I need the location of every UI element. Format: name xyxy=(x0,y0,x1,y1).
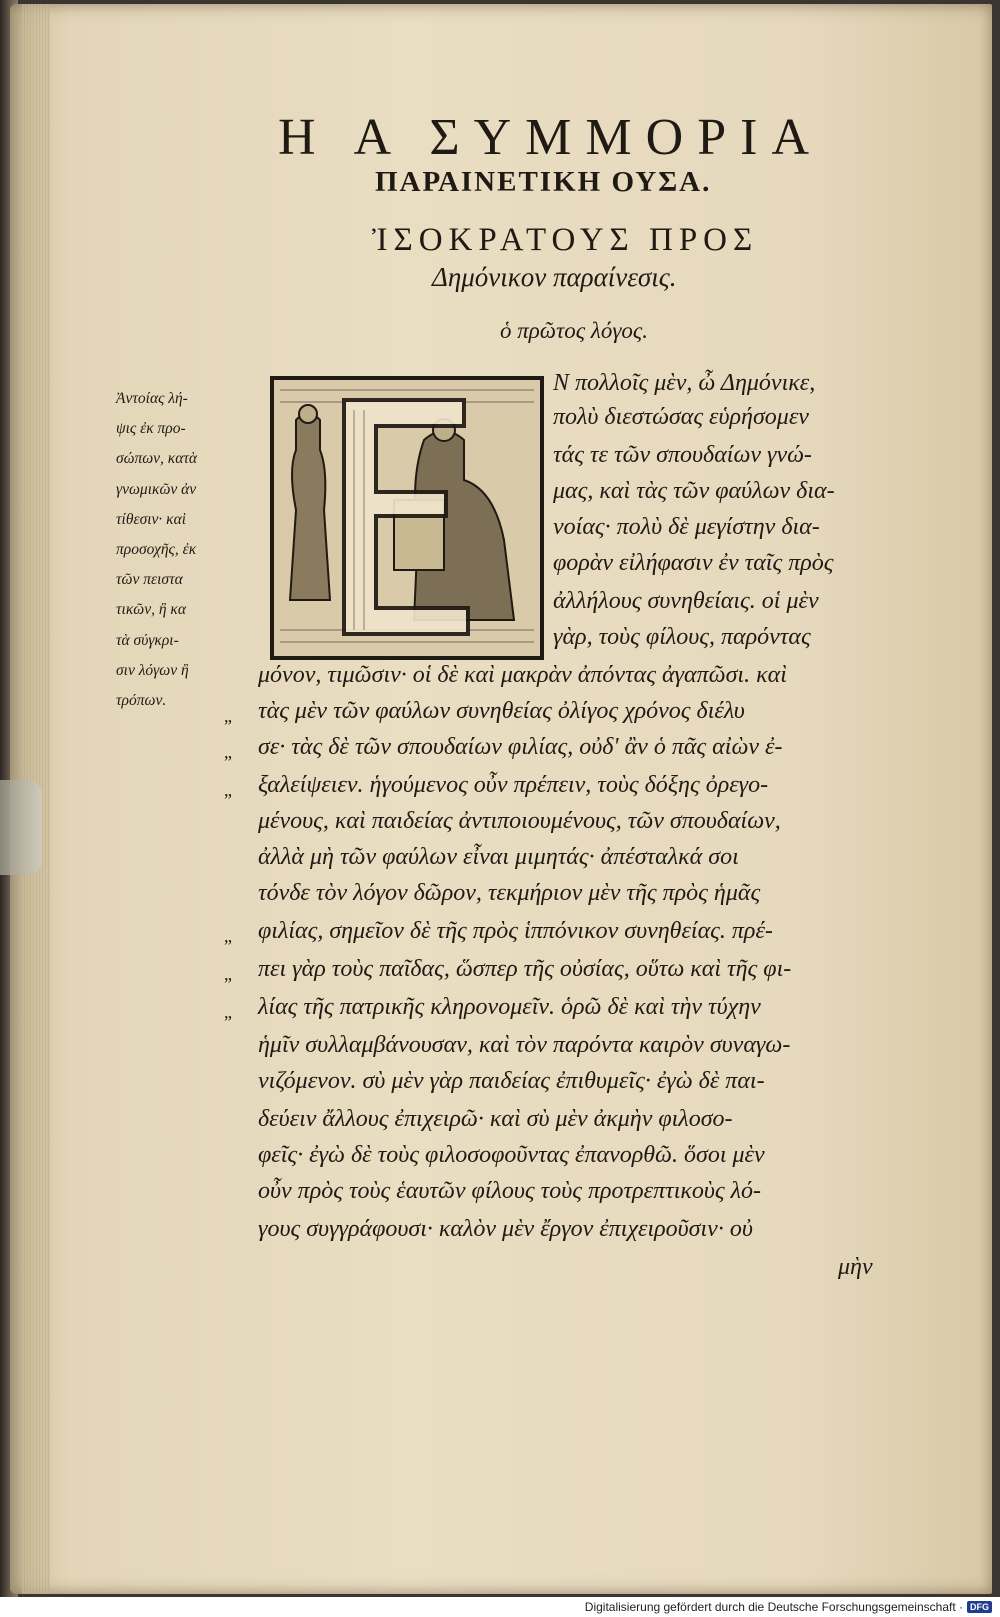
body-line: νοίας· πολὺ δὲ μεγίστην δια- xyxy=(553,514,820,540)
body-line: πολὺ διεστώσας εὑρήσομεν xyxy=(553,404,809,430)
part-heading: ὁ πρῶτος λόγος. xyxy=(500,318,648,343)
quote-mark: „ xyxy=(224,964,232,984)
body-line: ἀλλήλους συνηθείαις. οἱ μὲν xyxy=(553,588,819,614)
body-line: πει γὰρ τοὺς παῖδας, ὥσπερ τῆς οὐσίας, οὕτω καὶ τῆς φι- xyxy=(258,956,792,982)
body-line: νιζόμενον. σὺ μὲν γὰρ παιδείας ἐπιθυμεῖς· ἐγὼ δὲ παι- xyxy=(258,1068,765,1094)
quote-mark: „ xyxy=(224,1002,232,1022)
body-line: ἡμῖν συλλαμβάνουσαν, καὶ τὸν παρόντα καιρὸν συναγω- xyxy=(258,1032,791,1058)
margin-note-line: σώπων, κατὰ xyxy=(116,450,198,468)
body-line: φορὰν εἰλήφασιν ἐν ταῖς πρὸς xyxy=(553,550,834,576)
body-line: μας, καὶ τὰς τῶν φαύλων δια- xyxy=(553,478,835,504)
body-line: γους συγγράφουσι· καλὸν μὲν ἔργον ἐπιχειροῦσιν· οὐ xyxy=(258,1216,753,1242)
quote-mark: „ xyxy=(224,780,232,800)
margin-note-line: σιν λόγων ἢ xyxy=(116,661,189,679)
author-heading: ἸΣΟΚΡΑΤΟΥΣ ΠΡΟΣ xyxy=(372,222,759,258)
body-line: σε· τὰς δὲ τῶν σπουδαίων φιλίας, οὐδ' ἂν ὁ πᾶς αἰὼν ἐ- xyxy=(258,734,783,760)
margin-note-line: γνωμικῶν ἀν xyxy=(116,480,197,498)
woodcut-initial xyxy=(270,376,544,660)
body-line: τάς τε τῶν σπουδαίων γνώ- xyxy=(553,442,812,468)
body-line: τόνδε τὸν λόγον δῶρον, τεκμήριον μὲν τῆς πρὸς ἡμᾶς xyxy=(258,880,761,906)
quote-mark: „ xyxy=(224,742,232,762)
dfg-logo-icon: DFG xyxy=(967,1601,992,1613)
woodcut-initial-icon xyxy=(274,380,540,656)
body-line: μένους, καὶ παιδείας ἀντιποιουμένους, τῶν σπουδαίων, xyxy=(258,808,781,834)
body-line: ἀλλὰ μὴ τῶν φαύλων εἶναι μιμητάς· ἀπέσταλκά σοι xyxy=(258,844,739,870)
work-heading: Δημόνικον παραίνεσις. xyxy=(432,262,677,292)
margin-note-line: τρόπων. xyxy=(116,692,167,710)
body-line: φιλίας, σημεῖον δὲ τῆς πρὸς ἱππόνικον συνηθείας. πρέ- xyxy=(258,918,773,944)
margin-note-line: τίθεσιν· καὶ xyxy=(116,510,187,528)
quote-mark: „ xyxy=(224,926,232,946)
digitization-footer xyxy=(585,1598,992,1616)
margin-note-line: τὰ σύγκρι- xyxy=(116,631,179,649)
body-line: μόνον, τιμῶσιν· οἱ δὲ καὶ μακρὰν ἀπόντας ἀγαπῶσι. καὶ xyxy=(258,662,787,688)
margin-note-line: ψις ἐκ προ- xyxy=(116,420,186,438)
quote-mark: „ xyxy=(224,706,232,726)
page-title: Η Α ΣΥΜΜΟΡΙΑ xyxy=(278,109,823,166)
catchword: μὴν xyxy=(838,1254,873,1280)
body-line: τὰς μὲν τῶν φαύλων συνηθείας ὀλίγος χρόνος διέλυ xyxy=(258,698,745,724)
margin-note-line: τῶν πειστα xyxy=(116,571,183,589)
body-line: ξαλείψειεν. ἡγούμενος οὖν πρέπειν, τοὺς δόξης ὀρεγο- xyxy=(258,772,769,798)
body-line: οὖν πρὸς τοὺς ἑαυτῶν φίλους τοὺς προτρεπτικοὺς λό- xyxy=(258,1178,762,1204)
margin-note-line: προσοχῆς, ἐκ xyxy=(116,541,197,559)
margin-note-line: τικῶν, ἢ κα xyxy=(116,601,187,619)
page-subtitle: ΠΑΡΑΙΝΕΤΙΚΗ ΟΥΣΑ. xyxy=(375,166,712,198)
margin-note-line: Ἀντοίας λή- xyxy=(116,390,188,407)
body-line: φεῖς· ἐγὼ δὲ τοὺς φιλοσοφοῦντας ἐπανορθῶ. ὅσοι μὲν xyxy=(258,1142,765,1168)
margin-note xyxy=(116,384,266,716)
body-line: Ν πολλοῖς μὲν, ὦ Δημόνικε, xyxy=(553,370,816,396)
body-line: γὰρ, τοὺς φίλους, παρόντας xyxy=(553,624,811,650)
body-line: δεύειν ἄλλους ἐπιχειρῶ· καὶ σὺ μὲν ἀκμὴν φιλοσο- xyxy=(258,1106,733,1132)
footer-text: Digitalisierung gefördert durch die Deutsche Forschungsgemeinschaft · xyxy=(584,1600,963,1614)
body-line: λίας τῆς πατρικῆς κληρονομεῖν. ὁρῶ δὲ καὶ τὴν τύχην xyxy=(258,994,761,1020)
page-tab-marker xyxy=(0,780,42,875)
